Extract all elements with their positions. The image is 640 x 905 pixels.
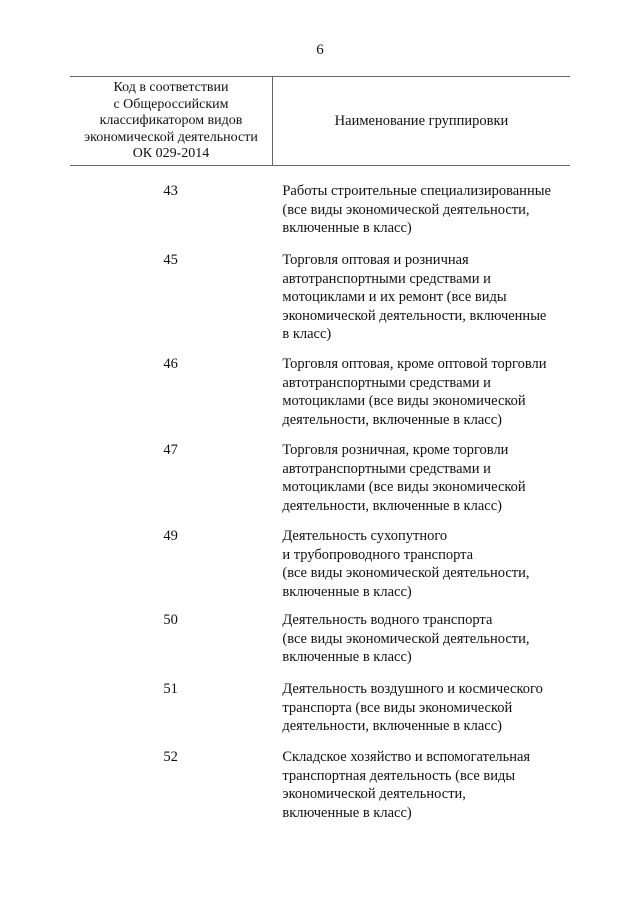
row-code: 45: [163, 252, 178, 268]
table-row: [70, 182, 570, 238]
row-code: 51: [163, 681, 178, 697]
row-name: Торговля розничная, кроме торговли автотранспортными средствами и мотоциклами (все виды экономической деятельности, включенные в класс): [282, 442, 526, 514]
page-number: 6: [316, 42, 324, 58]
header-name-label: Наименование группировки: [334, 112, 509, 129]
row-name: Деятельность сухопутного и трубопроводного транспорта (все виды экономической деятельности, включенные в класс): [282, 528, 530, 600]
table-row: [70, 611, 570, 667]
row-name: Работы строительные специализированные (все виды экономической деятельности, включенные в класс): [282, 183, 551, 236]
table-row: [70, 355, 570, 429]
table-row: [70, 527, 570, 601]
table-row: [70, 251, 570, 344]
row-code: 47: [163, 442, 178, 458]
row-code: 49: [163, 528, 178, 544]
row-code: 50: [163, 612, 178, 628]
row-name: Торговля оптовая и розничная автотранспортными средствами и мотоциклами и их ремонт (все виды экономической деятельности, включенные в класс): [282, 252, 547, 342]
table-row: [70, 748, 570, 822]
row-code: 43: [163, 183, 178, 199]
row-name: Складское хозяйство и вспомогательная транспортная деятельность (все виды экономической деятельности, включенные в класс): [282, 749, 531, 821]
header-code-column: Код в соответствии с Общероссийским классификатором видов экономической деятельности ОК 029-2014: [70, 77, 273, 165]
row-code: 46: [163, 356, 178, 372]
row-name: Деятельность воздушного и космического транспорта (все виды экономической деятельности, включенные в класс): [282, 681, 543, 734]
row-code: 52: [163, 749, 178, 765]
row-name: Торговля оптовая, кроме оптовой торговли автотранспортными средствами и мотоциклами (все виды экономической деятельности, включенные в класс): [282, 356, 547, 428]
table-row: [70, 680, 570, 736]
table-row: [70, 441, 570, 515]
table-header: [70, 76, 570, 166]
header-name-column: [273, 77, 570, 165]
row-name: Деятельность водного транспорта (все виды экономической деятельности, включенные в класс): [282, 612, 530, 665]
